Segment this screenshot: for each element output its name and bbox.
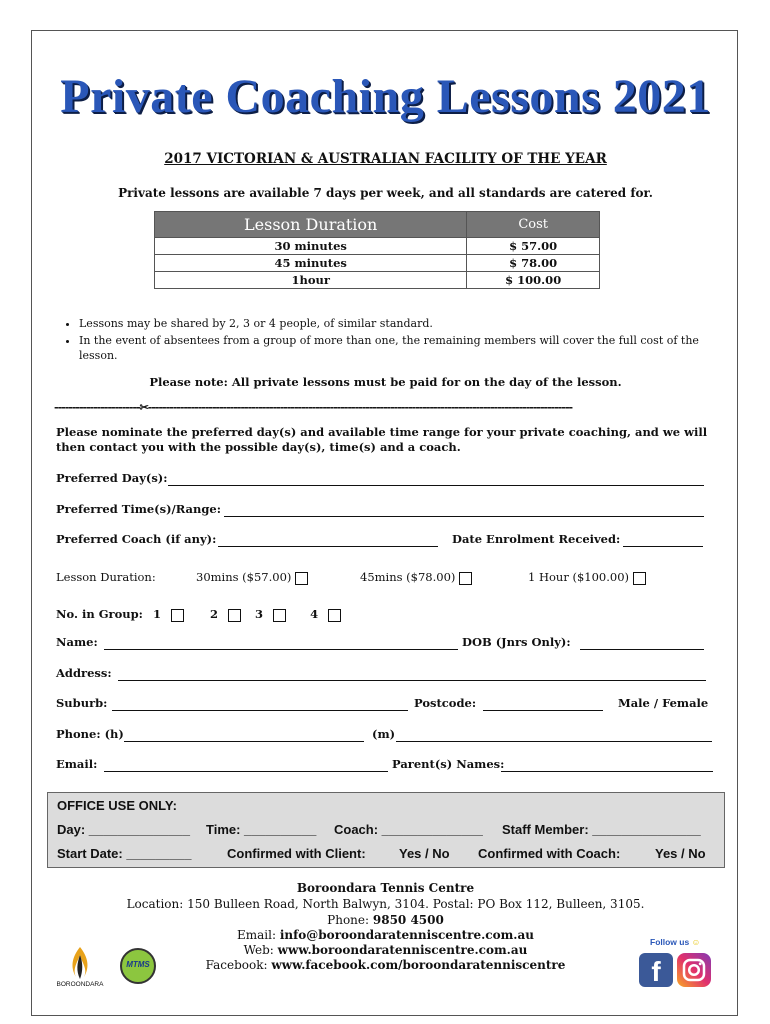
footer-phone (32, 913, 739, 927)
mtms-logo-text: MTMS (126, 960, 150, 969)
cost-cell: $ 57.00 (467, 238, 600, 255)
table-row (155, 238, 600, 255)
confirmed-client-label: Confirmed with Client: (227, 846, 366, 861)
cost-cell: $ 100.00 (467, 272, 600, 289)
office-coach-field[interactable]: Coach: ______________ (334, 822, 483, 837)
list-item: • In the event of absentees from a group of more than one, the remaining members will cover the full cost of the lesson. (79, 333, 729, 363)
parents-field[interactable] (501, 771, 713, 772)
group-3-label: 3 (255, 607, 264, 621)
duration-30-checkbox[interactable] (295, 572, 308, 585)
intro-text: Private lessons are available 7 days per week, and all standards are catered for. (118, 186, 653, 200)
list-item: • Lessons may be shared by 2, 3 or 4 people, of similar standard. (79, 316, 729, 331)
name-label: Name: (56, 635, 98, 649)
group-3-checkbox[interactable] (273, 609, 286, 622)
form-page (31, 30, 738, 1016)
email-label: Email: (56, 757, 98, 771)
office-day-field[interactable]: Day: ______________ (57, 822, 191, 837)
group-size-row (56, 607, 341, 622)
suburb-label: Suburb: (56, 696, 108, 710)
preferred-coach-field[interactable] (218, 546, 438, 547)
postcode-label: Postcode: (414, 696, 477, 710)
nominate-instructions: Please nominate the preferred day(s) and available time range for your private coaching, and we will then contact you with the possible day(s), time(s) and a coach. (56, 425, 708, 454)
preferred-days-label: Preferred Day(s): (56, 471, 168, 485)
preferred-time-field[interactable] (224, 516, 704, 517)
duration-60-label: 1 Hour ($100.00) (528, 570, 630, 584)
phone-mobile-field[interactable] (396, 741, 712, 742)
phone-home-label: Phone: (h) (56, 727, 124, 741)
follow-us-text (650, 937, 700, 947)
conditions-list (54, 316, 729, 365)
footer-facebook-label: Facebook: (205, 958, 268, 972)
footer-email-link[interactable]: info@boroondaratenniscentre.com.au (279, 928, 534, 942)
group-size-label: No. in Group: (56, 607, 143, 621)
footer-web-label: Web: (243, 943, 274, 957)
office-staff-field[interactable]: Staff Member: _______________ (502, 822, 701, 837)
preferred-time-label: Preferred Time(s)/Range: (56, 502, 221, 516)
duration-45-label: 45mins ($78.00) (360, 570, 456, 584)
duration-60-option (528, 570, 646, 585)
preferred-days-field[interactable] (168, 485, 704, 486)
table-row (155, 272, 600, 289)
footer-email (32, 928, 739, 942)
instagram-icon[interactable] (677, 953, 711, 987)
confirmed-coach-label: Confirmed with Coach: (478, 846, 621, 861)
follow-us-label: Follow us (650, 937, 690, 947)
facility-award-subtitle: 2017 VICTORIAN & AUSTRALIAN FACILITY OF THE YEAR (164, 151, 607, 167)
price-table (154, 211, 600, 289)
office-start-date-field[interactable]: Start Date: _________ (57, 846, 192, 861)
footer-org-name: Boroondara Tennis Centre (296, 881, 475, 895)
office-use-heading: OFFICE USE ONLY: (57, 798, 177, 813)
phone-mobile-label: (m) (372, 727, 396, 741)
cost-cell: $ 78.00 (467, 255, 600, 272)
preferred-coach-label: Preferred Coach (if any): (56, 532, 217, 546)
payment-note: Please note: All private lessons must be paid for on the day of the lesson. (149, 375, 622, 389)
footer-facebook-link[interactable]: www.facebook.com/boroondaratenniscentre (271, 958, 566, 972)
footer-email-label: Email: (237, 928, 277, 942)
duration-cell: 45 minutes (155, 255, 467, 272)
group-1-label: 1 (152, 607, 161, 621)
date-enrolment-label: Date Enrolment Received: (452, 532, 621, 546)
table-row (155, 255, 600, 272)
footer-phone-label: Phone: (327, 913, 370, 927)
duration-30-option (196, 570, 308, 585)
confirmed-client-option[interactable]: Yes / No (399, 846, 450, 861)
parents-label: Parent(s) Names: (392, 757, 505, 771)
footer-location: Location: 150 Bulleen Road, North Balwyn, 3104. Postal: PO Box 112, Bulleen, 3105. (126, 897, 645, 911)
footer-phone-number: 9850 4500 (372, 913, 444, 927)
duration-45-checkbox[interactable] (459, 572, 472, 585)
instagram-glyph-icon (677, 953, 711, 987)
lesson-duration-label: Lesson Duration: (56, 570, 156, 584)
duration-cell: 1hour (155, 272, 467, 289)
name-field[interactable] (104, 649, 458, 650)
phone-home-field[interactable] (124, 741, 364, 742)
duration-header: Lesson Duration (155, 212, 467, 238)
address-label: Address: (56, 666, 112, 680)
mtms-logo (120, 948, 156, 984)
email-field[interactable] (104, 771, 388, 772)
group-1-checkbox[interactable] (171, 609, 184, 622)
duration-cell: 30 minutes (155, 238, 467, 255)
scissors-cut-line: ------------------------✂----------------------------------------------------------------------------------------------------------------------- (54, 401, 573, 414)
group-2-checkbox[interactable] (228, 609, 241, 622)
duration-45-option (360, 570, 472, 585)
suburb-field[interactable] (112, 710, 408, 711)
office-time-field[interactable]: Time: __________ (206, 822, 317, 837)
cost-header: Cost (467, 212, 600, 238)
gender-option[interactable]: Male / Female (618, 696, 709, 710)
confirmed-coach-option[interactable]: Yes / No (655, 846, 706, 861)
dob-label: DOB (Jnrs Only): (462, 635, 571, 649)
office-use-box (47, 792, 725, 868)
group-4-label: 4 (310, 607, 319, 621)
boroondara-logo-text: BOROONDARA (56, 981, 104, 988)
facebook-icon[interactable]: f (639, 953, 673, 987)
duration-60-checkbox[interactable] (633, 572, 646, 585)
boroondara-logo (50, 943, 110, 993)
date-enrolment-field[interactable] (623, 546, 703, 547)
group-2-label: 2 (209, 607, 218, 621)
footer-web-link[interactable]: www.boroondaratenniscentre.com.au (277, 943, 528, 957)
dob-field[interactable] (580, 649, 704, 650)
group-4-checkbox[interactable] (328, 609, 341, 622)
address-field[interactable] (118, 680, 706, 681)
smile-icon: ☺ (691, 937, 701, 947)
postcode-field[interactable] (483, 710, 603, 711)
duration-30-label: 30mins ($57.00) (196, 570, 292, 584)
page-title: Private Coaching Lessons 2021 (60, 70, 711, 123)
